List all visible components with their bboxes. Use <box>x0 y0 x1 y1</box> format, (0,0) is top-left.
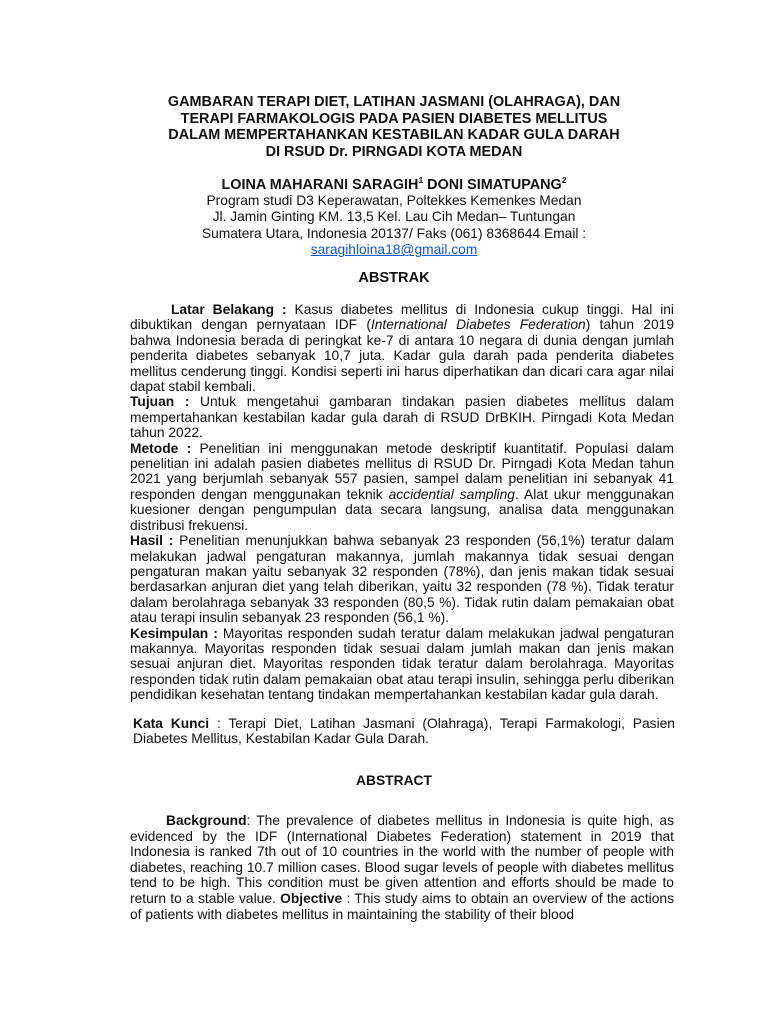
author-affiliation-marker: 1 <box>418 175 424 185</box>
objective-label: Objective <box>280 890 343 906</box>
background-text: : The prevalence of diabetes mellitus in Indonesia is quite high, as evidenced by the IDF (International Diabetes Federation) statement in 2019 that Indonesia is ranked 7th out of 10 countries in the world with the number of people with diabetes, reaching 10.7 million cases. Blood sugar levels of people with diabetes mellitus tend to be high. This condition must be given attention and efforts should be made to return to a stable value. <box>130 813 674 906</box>
title-line: TERAPI FARMAKOLOGIS PADA PASIEN DIABETES MELLITUS <box>180 110 608 127</box>
hasil-paragraph <box>130 533 674 625</box>
abstrak-heading: ABSTRAK <box>358 270 430 286</box>
title-line: DI RSUD Dr. PIRNGADI KOTA MEDAN <box>265 143 523 160</box>
affiliation-line: Sumatera Utara, Indonesia 20137/ Faks (061) 8368644 Email : <box>201 225 587 241</box>
author-affiliation-marker: 2 <box>561 175 567 185</box>
latar-belakang-paragraph <box>130 302 674 394</box>
metode-text: Penelitian ini menggunakan metode deskriptif kuantitatif. Populasi dalam penelitian ini adalah pasien diabetes mellitus di RSUD Dr. Pirngadi Kota Medan tahun 2021 yang berjumlah sebanyak 557 pasien, sampel dalam penelitian ini sebanyak 41 responden dengan menggunakan teknik <box>130 440 675 502</box>
objective-text: : This study aims to obtain an overview of the actions of patients with diabetes mellitus in maintaining the stability of their blood <box>130 890 674 922</box>
affiliation-line: Program studi D3 Keperawatan, Poltekkes Kemenkes Medan <box>206 193 582 208</box>
author-name: DONI SIMATUPANG <box>423 177 562 193</box>
affiliation <box>100 193 688 259</box>
tujuan-label: Tujuan : <box>130 394 190 410</box>
kata-kunci-paragraph <box>133 716 675 747</box>
background-label: Background <box>166 813 247 828</box>
tujuan-paragraph <box>130 394 674 440</box>
kesimpulan-paragraph <box>130 626 674 703</box>
kata-kunci-text: : Terapi Diet, Latihan Jasmani (Olahraga), Terapi Farmakologi, Pasien Diabetes Mellitus, Kestabilan Kadar Gula Darah. <box>133 716 675 747</box>
title-line: GAMBARAN TERAPI DIET, LATIHAN JASMANI (OLAHRAGA), DAN <box>167 94 621 110</box>
latar-belakang-label: Latar Belakang : <box>171 302 287 317</box>
latar-belakang-text: ) tahun 2019 bahwa Indonesia berada di peringkat ke-7 di antara 10 negara di dunia dengan jumlah penderita diabetes sebanyak 10,7 juta. Kadar gula darah pada penderita diabetes mellitus cenderung tinggi. Kondisi seperti ini harus diperhatikan dan dicari cara agar nilai dapat stabil kembali. <box>130 317 674 395</box>
metode-italic: accidential sampling <box>388 486 515 502</box>
author-list <box>100 177 688 194</box>
kesimpulan-label: Kesimpulan : <box>130 625 218 641</box>
latar-belakang-text: Kasus diabetes mellitus di Indonesia cukup tinggi. Hal ini dibuktikan dengan pernyataan IDF ( <box>130 302 674 333</box>
hasil-text: Penelitian menunjukkan bahwa sebanyak 23 responden (56,1%) teratur dalam melakukan jadwal pengaturan makannya, jumlah makannya tidak sesuai dengan pengaturan makan yaitu sebanyak 32 responden (78%), dan jenis makan tidak sesuai berdasarkan anjuran diet yang telah diberikan, yaitu 32 responden (78 %). Tidak teratur dalam berolahraga sebanyak 33 responden (80,5 %). Tidak rutin dalam pemakaian obat atau terapi insulin sebanyak 23 responden (56,1 %). <box>130 533 674 626</box>
title-line: DALAM MEMPERTAHANKAN KESTABILAN KADAR GULA DARAH <box>168 127 620 144</box>
kesimpulan-text: Mayoritas responden sudah teratur dalam melakukan jadwal pengaturan makannya. Mayoritas responden tidak sesuai dalam jumlah makan dan jenis makan sesuai anjuran diet. Mayoritas responden tidak teratur dalam berolahraga. Mayoritas responden tidak rutin dalam pemakaian obat atau terapi insulin, sehingga perlu diberikan pendidikan kesehatan tentang tindakan mempertahankan kestabilan kadar gula darah. <box>130 625 674 703</box>
abstract-body <box>130 813 674 922</box>
abstract-heading: ABSTRACT <box>356 773 432 788</box>
metode-label: Metode : <box>130 440 192 456</box>
metode-text: . Alat ukur menggunakan kuesioner dengan pengumpulan data secara langsung, analisa data menggunakan distribusi frekuensi. <box>130 486 674 533</box>
paper-title <box>100 94 688 160</box>
hasil-label: Hasil : <box>130 533 174 549</box>
background-paragraph <box>130 813 674 922</box>
email-link[interactable]: saragihloina18@gmail.com <box>310 242 478 258</box>
abstrak-body <box>130 302 674 703</box>
kata-kunci-label: Kata Kunci <box>133 716 210 731</box>
latar-belakang-italic: International Diabetes Federation <box>370 317 586 333</box>
metode-paragraph <box>130 441 674 533</box>
author-name: LOINA MAHARANI SARAGIH <box>221 177 419 193</box>
affiliation-line: Jl. Jamin Ginting KM. 13,5 Kel. Lau Cih Medan– Tuntungan <box>212 209 576 225</box>
tujuan-text: Untuk mengetahui gambaran tindakan pasien diabetes mellitus dalam mempertahankan kestabilan kadar gula darah di RSUD DrBKIH. Pirngadi Kota Medan tahun 2022. <box>130 394 675 441</box>
